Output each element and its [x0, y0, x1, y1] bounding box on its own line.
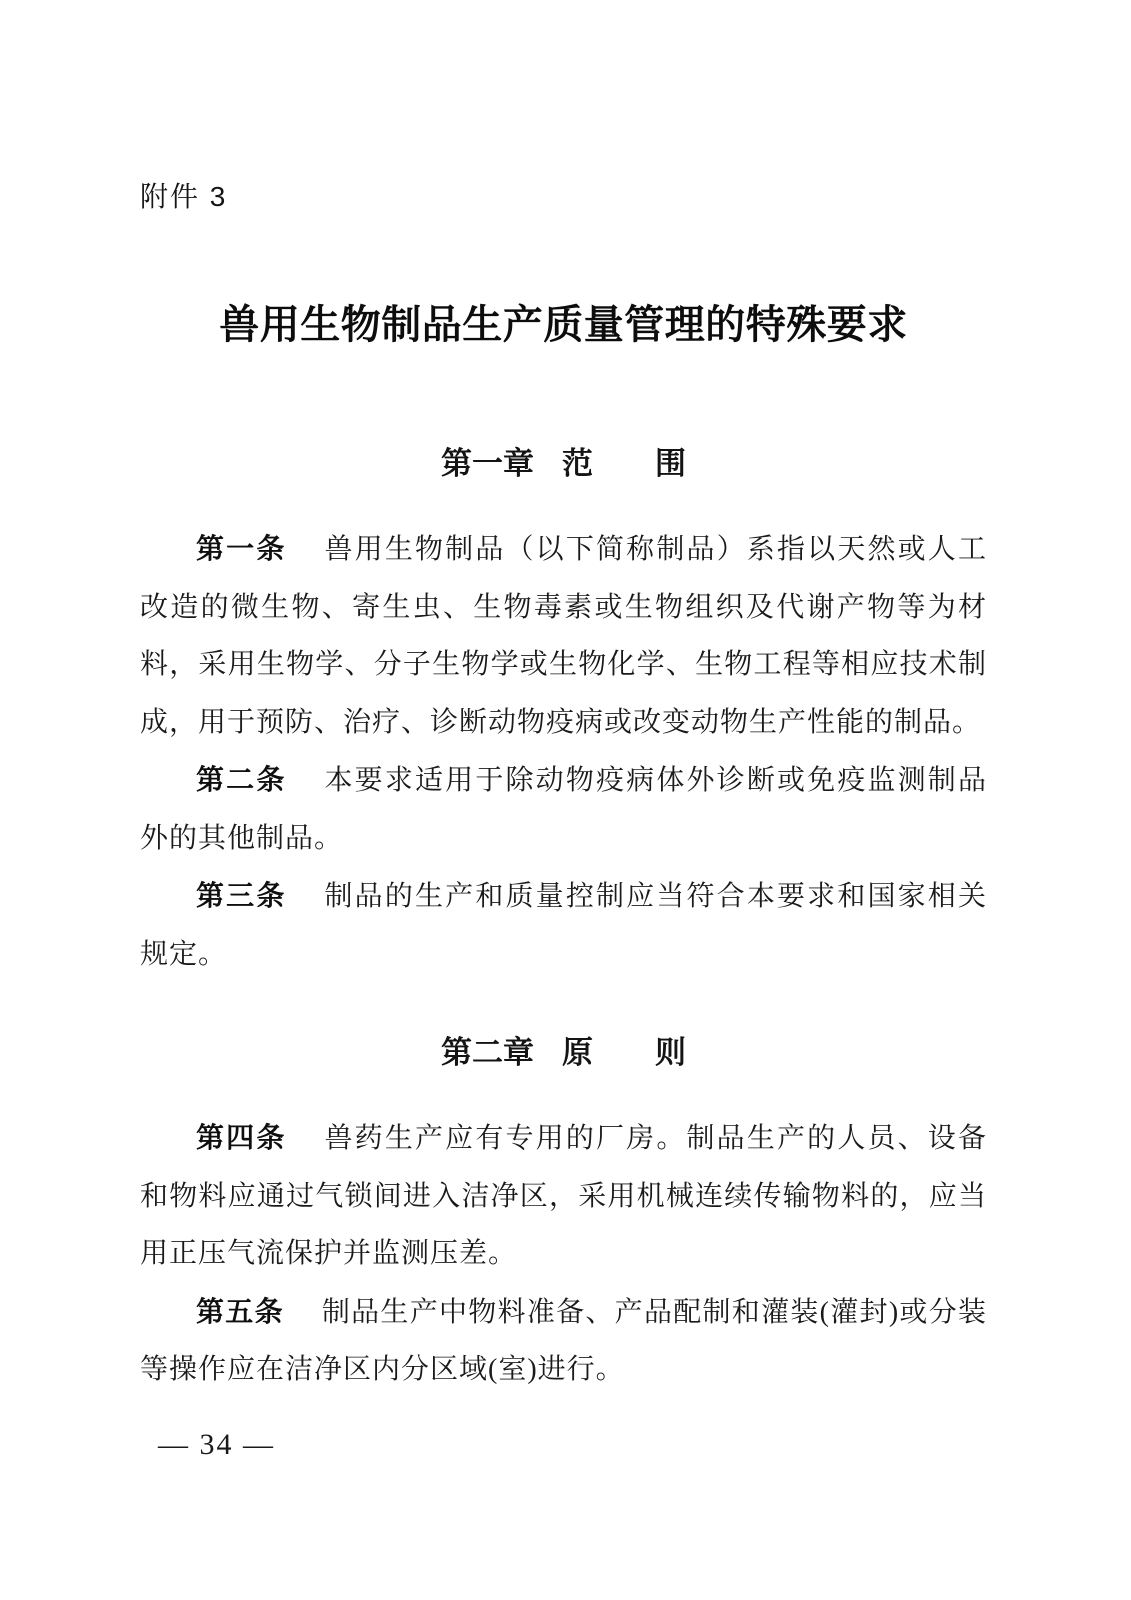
- attachment-label: 附件 3: [140, 181, 228, 212]
- chapter-section-1: [140, 446, 987, 983]
- article-paragraph-5: [140, 1283, 987, 1399]
- chapter-heading-1: [140, 446, 987, 482]
- article-text: 本要求适用于除动物疫病体外诊断或免疫监测制品外的其他制品。: [140, 765, 987, 854]
- chapter-heading-2: [140, 1035, 987, 1071]
- article-paragraph-1: [140, 520, 987, 751]
- chapter-number: 第一章: [441, 446, 534, 481]
- article-text: 兽药生产应有专用的厂房。制品生产的人员、设备和物料应通过气锁间进入洁净区，采用机械连续传输物料的，应当用正压气流保护并监测压差。: [140, 1123, 987, 1269]
- document-title: 兽用生物制品生产质量管理的特殊要求: [219, 302, 908, 347]
- chapter-title: 原 则: [562, 1035, 686, 1070]
- article-paragraph-2: [140, 751, 987, 867]
- article-paragraph-3: [140, 867, 987, 983]
- article-paragraph-4: [140, 1109, 987, 1283]
- page-content: [140, 0, 987, 1465]
- article-number: 第一条: [196, 533, 287, 564]
- article-text: 兽用生物制品（以下简称制品）系指以天然或人工改造的微生物、寄生虫、生物毒素或生物组织及代谢产物等为材料，采用生物学、分子生物学或生物化学、生物工程等相应技术制成，用于预防、治疗、诊断动物疫病或改变动物生产性能的制品。: [140, 534, 987, 738]
- page-footer: [158, 1425, 987, 1465]
- article-number: 第二条: [196, 764, 287, 795]
- page-number: — 34 —: [158, 1427, 275, 1461]
- article-number: 第三条: [196, 880, 287, 911]
- article-number: 第四条: [196, 1122, 287, 1153]
- chapter-articles: [140, 1109, 987, 1399]
- chapter-number: 第二章: [441, 1035, 534, 1070]
- chapter-title: 范 围: [562, 446, 686, 481]
- article-text: 制品的生产和质量控制应当符合本要求和国家相关规定。: [140, 881, 987, 970]
- article-text: 制品生产中物料准备、产品配制和灌装(灌封)或分装等操作应在洁净区内分区域(室)进行。: [140, 1296, 987, 1385]
- article-number: 第五条: [196, 1295, 284, 1327]
- chapter-section-2: [140, 1035, 987, 1399]
- chapter-articles: [140, 520, 987, 983]
